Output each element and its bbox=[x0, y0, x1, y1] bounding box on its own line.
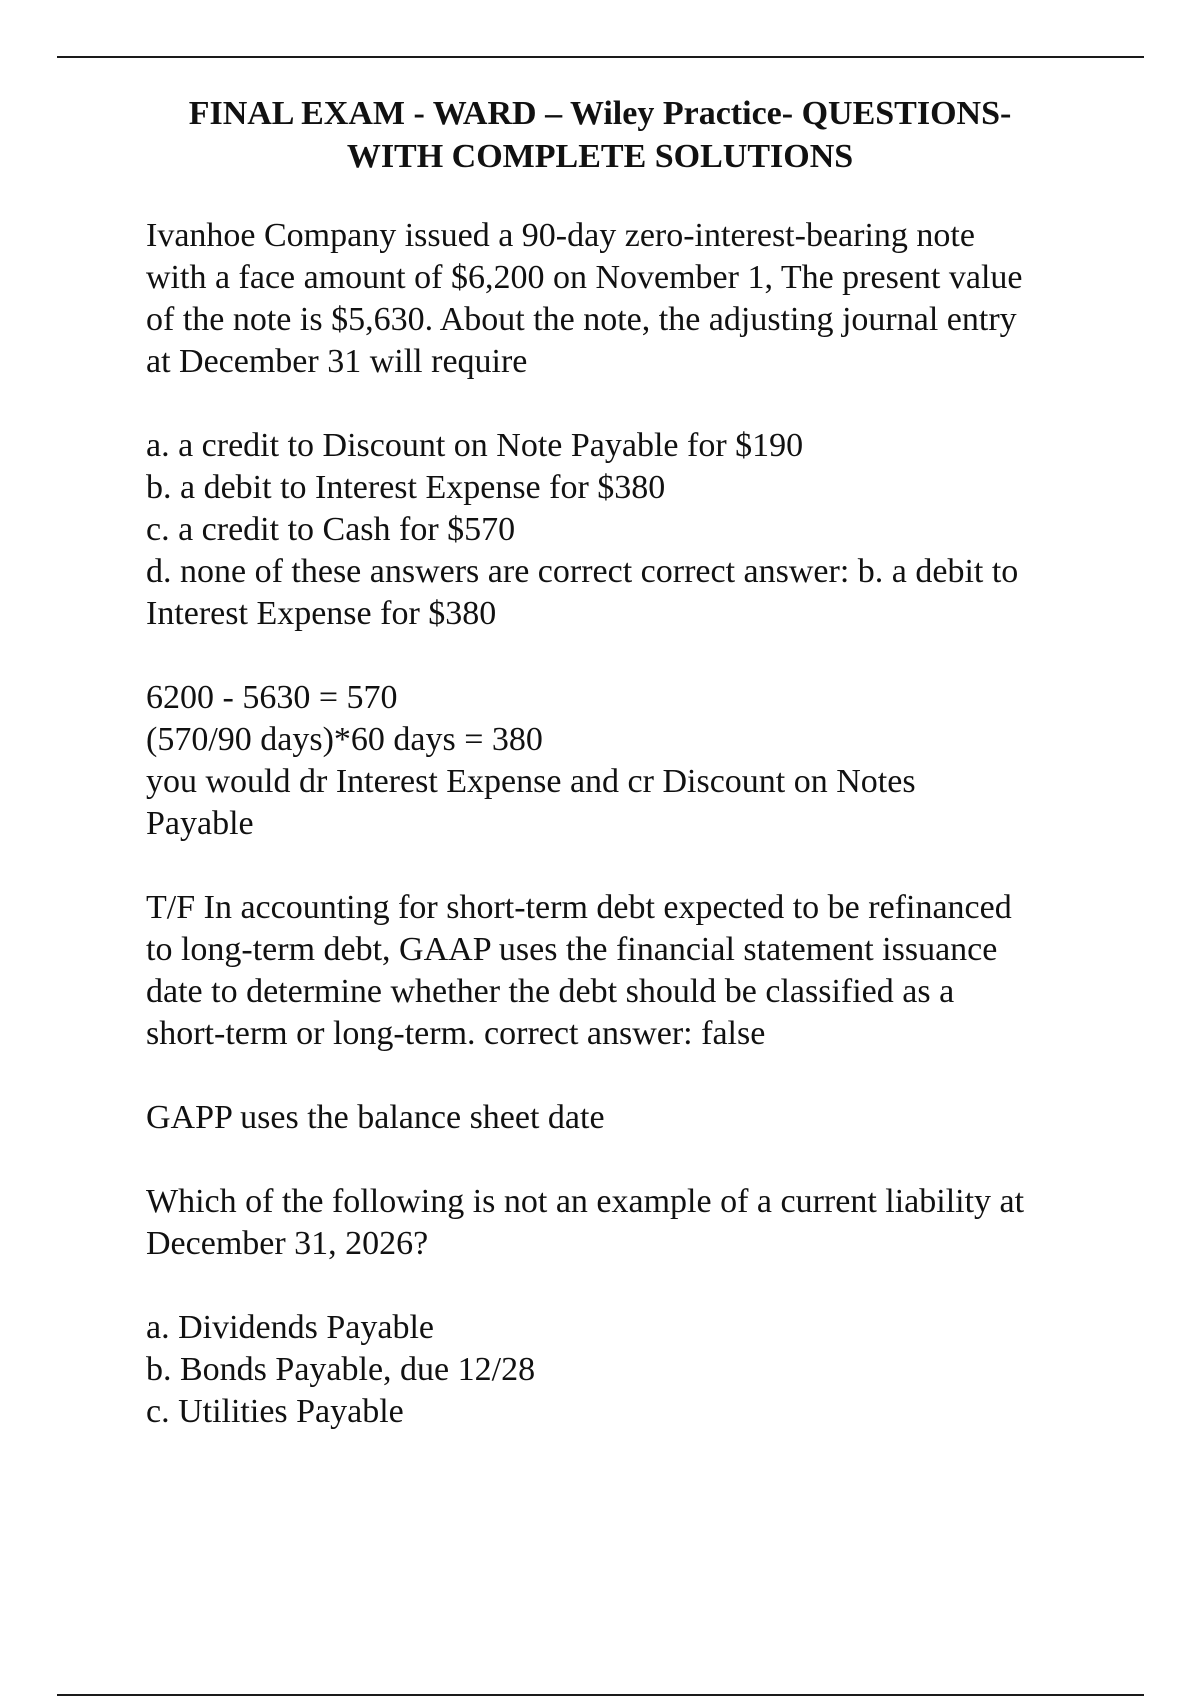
solution-line: Payable bbox=[146, 805, 254, 842]
question-3-prompt bbox=[146, 1181, 1146, 1265]
question-1-solution bbox=[146, 677, 1146, 845]
text-line: of the note is $5,630. About the note, the adjusting journal entry bbox=[146, 301, 1017, 338]
question-3-options bbox=[146, 1307, 1146, 1433]
text-line: December 31, 2026? bbox=[146, 1225, 429, 1262]
question-1-options bbox=[146, 425, 1146, 635]
text-line: T/F In accounting for short-term debt expected to be refinanced bbox=[146, 889, 1012, 926]
text-line: Ivanhoe Company issued a 90-day zero-interest-bearing note bbox=[146, 217, 975, 254]
option-line: d. none of these answers are correct correct answer: b. a debit to bbox=[146, 553, 1019, 590]
option-line: b. a debit to Interest Expense for $380 bbox=[146, 469, 666, 506]
title-line: WITH COMPLETE SOLUTIONS bbox=[346, 138, 854, 175]
option-line: c. Utilities Payable bbox=[146, 1393, 404, 1430]
question-2-explanation bbox=[146, 1097, 1146, 1139]
solution-line: (570/90 days)*60 days = 380 bbox=[146, 721, 543, 758]
solution-line: you would dr Interest Expense and cr Discount on Notes bbox=[146, 763, 916, 800]
document-body bbox=[146, 215, 1146, 1475]
question-2-prompt bbox=[146, 887, 1146, 1055]
text-line: to long-term debt, GAAP uses the financial statement issuance bbox=[146, 931, 998, 968]
text-line: with a face amount of $6,200 on November 1, The present value bbox=[146, 259, 1023, 296]
title-line: FINAL EXAM - WARD – Wiley Practice- QUESTIONS- bbox=[188, 95, 1012, 132]
explanation-line: GAPP uses the balance sheet date bbox=[146, 1099, 605, 1136]
option-line: c. a credit to Cash for $570 bbox=[146, 511, 516, 548]
solution-line: 6200 - 5630 = 570 bbox=[146, 679, 398, 716]
option-line: b. Bonds Payable, due 12/28 bbox=[146, 1351, 536, 1388]
option-line: a. a credit to Discount on Note Payable for $190 bbox=[146, 427, 804, 464]
question-1-prompt bbox=[146, 215, 1146, 383]
text-line: date to determine whether the debt should be classified as a bbox=[146, 973, 955, 1010]
top-rule bbox=[57, 56, 1144, 58]
text-line: short-term or long-term. correct answer: false bbox=[146, 1015, 766, 1052]
option-line: Interest Expense for $380 bbox=[146, 595, 497, 632]
bottom-rule bbox=[57, 1694, 1144, 1696]
option-line: a. Dividends Payable bbox=[146, 1309, 434, 1346]
text-line: Which of the following is not an example of a current liability at bbox=[146, 1183, 1025, 1220]
text-line: at December 31 will require bbox=[146, 343, 528, 380]
document-title bbox=[100, 92, 1100, 178]
